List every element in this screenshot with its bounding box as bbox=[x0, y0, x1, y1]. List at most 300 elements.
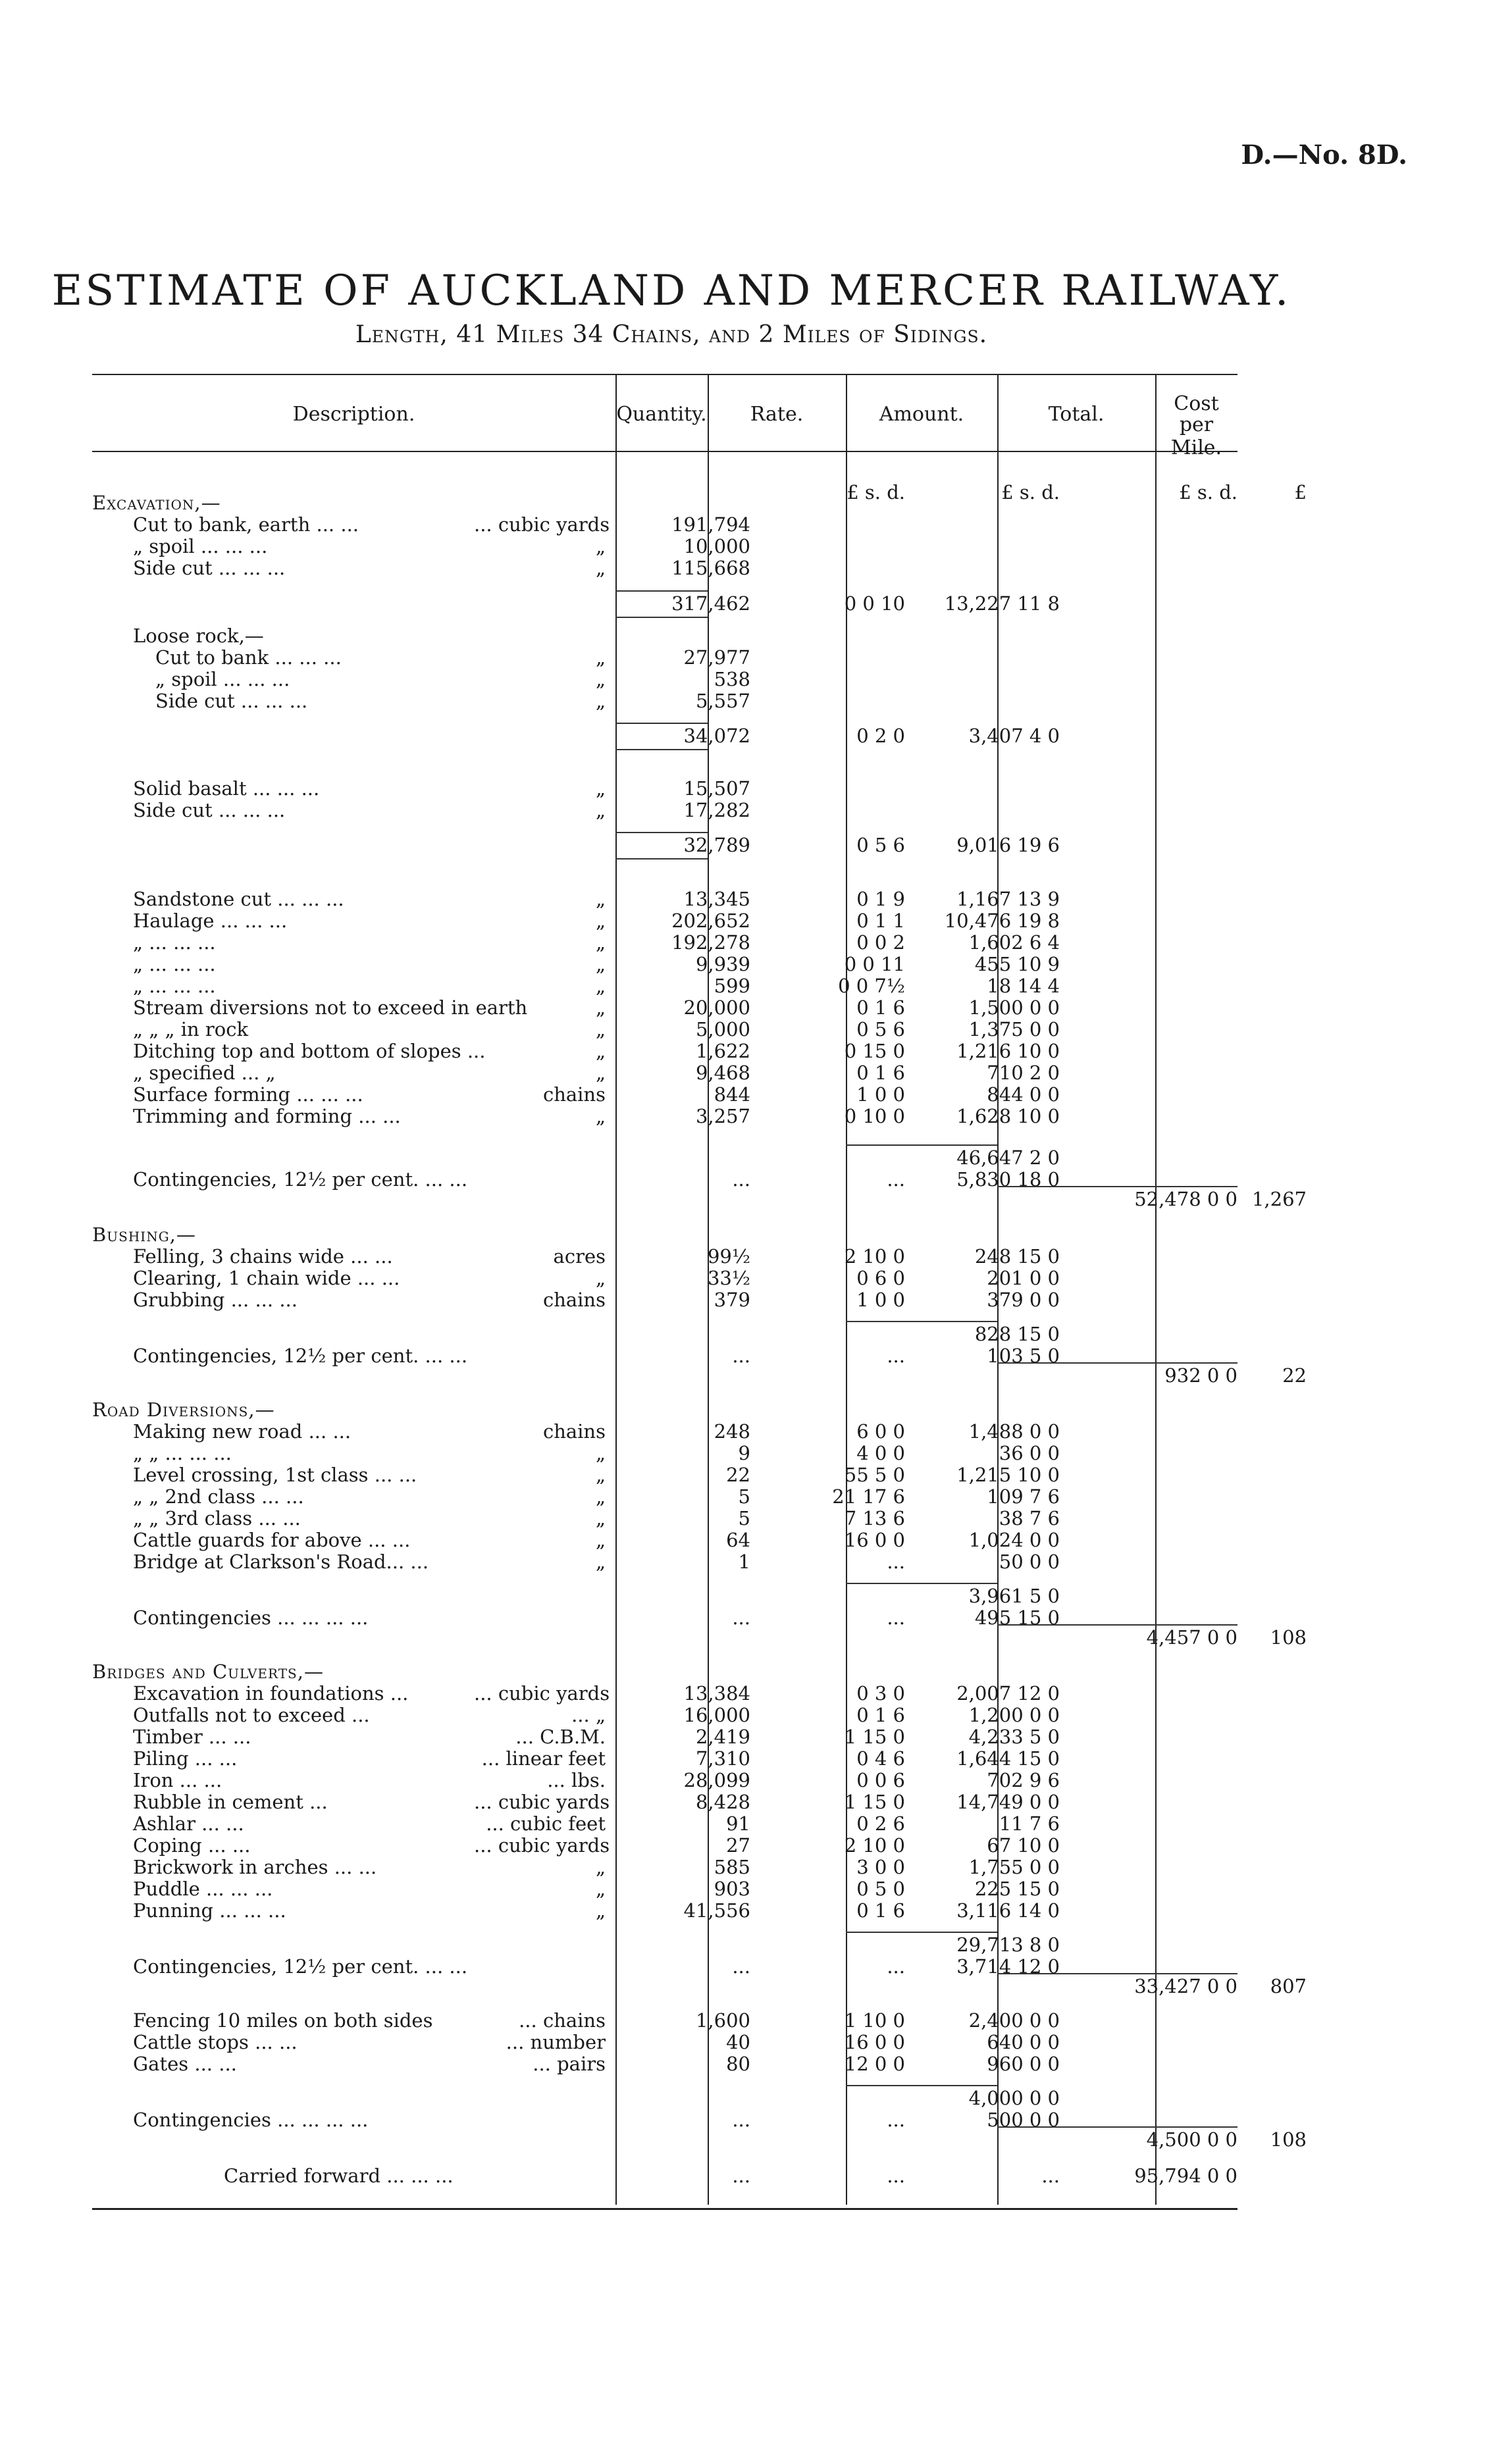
cell-rate: 3 0 0 bbox=[856, 1856, 905, 1878]
cell-rate: ... bbox=[887, 1168, 905, 1191]
cell-quantity: 41,556 bbox=[683, 1899, 750, 1922]
table-row bbox=[92, 1486, 1238, 1508]
cell-quantity: 15,507 bbox=[683, 777, 750, 800]
cell-amount: 1,216 10 0 bbox=[956, 1040, 1060, 1062]
cell-unit: ... cubic yards bbox=[474, 1791, 610, 1813]
table-row bbox=[92, 2010, 1238, 2032]
cell-rate: 0 2 6 bbox=[856, 1812, 905, 1835]
cell-description: Side cut ... ... ... bbox=[133, 799, 286, 821]
cell-amount: 828 15 0 bbox=[974, 1323, 1060, 1345]
cell-amount: 4,233 5 0 bbox=[968, 1726, 1060, 1748]
subtotal-rule bbox=[997, 1973, 1238, 1974]
cell-unit: „ bbox=[595, 690, 606, 712]
cell-quantity: 64 bbox=[726, 1529, 750, 1551]
table-row bbox=[92, 1748, 1238, 1770]
cell-cost-per-mile: 22 bbox=[1282, 1364, 1307, 1387]
cell-rate: 7 13 6 bbox=[844, 1507, 905, 1529]
col-header-quantity: Quantity. bbox=[616, 403, 707, 426]
table-row bbox=[92, 1813, 1238, 1835]
cell-description: „ „ 2nd class ... ... bbox=[133, 1485, 304, 1508]
subtotal-rule bbox=[997, 1186, 1238, 1187]
cell-amount: 67 10 0 bbox=[987, 1834, 1060, 1857]
cell-unit: „ bbox=[595, 931, 606, 954]
cell-rate: 0 5 6 bbox=[856, 1018, 905, 1040]
cell-cost-per-mile: 1,267 bbox=[1251, 1188, 1307, 1210]
cell-description: Fencing 10 miles on both sides bbox=[133, 2009, 433, 2032]
table-row bbox=[92, 1770, 1238, 1791]
subtotal-rule bbox=[846, 2085, 997, 2086]
table-row bbox=[92, 1900, 1238, 1922]
cell-amount: 3,961 5 0 bbox=[968, 1585, 1060, 1607]
subtotal-rule bbox=[846, 1144, 997, 1146]
cell-amount: ... bbox=[1041, 2165, 1060, 2187]
cell-rate: 0 1 6 bbox=[856, 1899, 905, 1922]
cell-rate: 0 0 11 bbox=[844, 953, 905, 975]
cell-total: 4,500 0 0 bbox=[1146, 2128, 1238, 2151]
table-row bbox=[92, 2032, 1238, 2053]
cell-amount: 1,500 0 0 bbox=[968, 996, 1060, 1019]
cell-amount: 702 9 6 bbox=[987, 1769, 1060, 1791]
table-row bbox=[92, 1607, 1238, 1629]
cell-rate: 0 0 6 bbox=[856, 1769, 905, 1791]
table-row bbox=[92, 1508, 1238, 1529]
table-row bbox=[92, 2109, 1238, 2131]
cell-quantity: 9,468 bbox=[695, 1062, 750, 1084]
cell-description: Making new road ... ... bbox=[133, 1420, 352, 1443]
table-row bbox=[92, 647, 1238, 669]
cell-amount: 9,016 19 6 bbox=[956, 834, 1060, 856]
table-row bbox=[92, 492, 1238, 514]
cell-amount: 103 5 0 bbox=[987, 1345, 1060, 1367]
cell-description: Bridge at Clarkson's Road... ... bbox=[133, 1551, 429, 1573]
cell-total: 4,457 0 0 bbox=[1146, 1626, 1238, 1649]
cell-rate: ... bbox=[887, 1345, 905, 1367]
cell-description: Gates ... ... bbox=[133, 2053, 237, 2075]
cell-quantity: ... bbox=[732, 1345, 750, 1367]
cell-amount: 1,755 0 0 bbox=[968, 1856, 1060, 1878]
cell-quantity: 32,789 bbox=[683, 834, 750, 856]
cell-unit: „ bbox=[595, 1899, 606, 1922]
cell-amount: 960 0 0 bbox=[987, 2053, 1060, 2075]
cell-unit: chains bbox=[542, 1289, 606, 1311]
cell-rate: ... bbox=[887, 1606, 905, 1629]
cell-quantity: ... bbox=[732, 1168, 750, 1191]
cell-quantity: 13,345 bbox=[683, 888, 750, 910]
cell-description: Cattle stops ... ... bbox=[133, 2031, 298, 2053]
cell-rate: 0 5 6 bbox=[856, 834, 905, 856]
table-row bbox=[92, 1062, 1238, 1084]
cell-unit: ... C.B.M. bbox=[515, 1726, 606, 1748]
cell-rate: 0 2 0 bbox=[856, 725, 905, 747]
cell-rate: 0 4 6 bbox=[856, 1747, 905, 1770]
cell-amount: 500 0 0 bbox=[987, 2109, 1060, 2131]
table-row bbox=[92, 625, 1238, 647]
cell-rate: 0 1 1 bbox=[856, 910, 905, 932]
table-row bbox=[92, 725, 1238, 747]
cell-amount: 3,116 14 0 bbox=[956, 1899, 1060, 1922]
cell-quantity: 91 bbox=[726, 1812, 750, 1835]
cell-quantity: ... bbox=[732, 1955, 750, 1978]
cell-quantity: 27,977 bbox=[683, 646, 750, 669]
total-currency-head: £ s. d. bbox=[1179, 481, 1238, 503]
cell-unit: ... lbs. bbox=[547, 1769, 606, 1791]
cell-description: Ditching top and bottom of slopes ... bbox=[133, 1040, 486, 1062]
table-row bbox=[92, 1019, 1238, 1040]
table-row bbox=[92, 834, 1238, 856]
table-row bbox=[92, 1878, 1238, 1900]
cell-description: Trimming and forming ... ... bbox=[133, 1105, 401, 1127]
cell-description: Timber ... ... bbox=[133, 1726, 251, 1748]
cell-unit: „ bbox=[595, 1040, 606, 1062]
cell-quantity: ... bbox=[732, 2109, 750, 2131]
cell-rate: 0 1 6 bbox=[856, 1704, 905, 1726]
cell-unit: „ bbox=[595, 668, 606, 690]
cell-description: Brickwork in arches ... ... bbox=[133, 1856, 377, 1878]
cell-description: Felling, 3 chains wide ... ... bbox=[133, 1245, 393, 1268]
cell-unit: ... cubic yards bbox=[474, 513, 610, 536]
table-row bbox=[92, 888, 1238, 910]
cell-unit: ... cubic feet bbox=[486, 1812, 606, 1835]
cell-rate: 1 15 0 bbox=[844, 1726, 905, 1748]
cell-quantity: 9 bbox=[738, 1442, 750, 1464]
cell-rate: 0 0 7½ bbox=[838, 975, 905, 997]
table-row bbox=[92, 1224, 1238, 1246]
table-row bbox=[92, 997, 1238, 1019]
cell-quantity: 248 bbox=[714, 1420, 750, 1443]
cell-rate: 16 0 0 bbox=[844, 1529, 905, 1551]
subtotal-rule bbox=[846, 1932, 997, 1933]
cell-total: 95,794 0 0 bbox=[1134, 2165, 1238, 2187]
cell-unit: „ bbox=[595, 1529, 606, 1551]
cell-amount: 1,644 15 0 bbox=[956, 1747, 1060, 1770]
cell-unit: ... pairs bbox=[533, 2053, 606, 2075]
cell-description: Carried forward ... ... ... bbox=[224, 2165, 454, 2187]
cell-amount: 2,400 0 0 bbox=[968, 2009, 1060, 2032]
cell-quantity: 40 bbox=[726, 2031, 750, 2053]
cell-description: Bridges and Culverts,— bbox=[92, 1660, 324, 1683]
cell-description: Contingencies ... ... ... ... bbox=[133, 1606, 369, 1629]
cell-unit: „ bbox=[595, 646, 606, 669]
cell-rate: 1 0 0 bbox=[856, 1083, 905, 1106]
cell-description: Punning ... ... ... bbox=[133, 1899, 286, 1922]
cell-rate: 2 10 0 bbox=[844, 1834, 905, 1857]
cell-description: Rubble in cement ... bbox=[133, 1791, 328, 1813]
cell-quantity: 13,384 bbox=[683, 1682, 750, 1705]
cell-unit: chains bbox=[542, 1420, 606, 1443]
table-row bbox=[92, 1106, 1238, 1127]
cell-amount: 201 0 0 bbox=[987, 1267, 1060, 1289]
cell-quantity: 2,419 bbox=[695, 1726, 750, 1748]
cell-rate: 1 10 0 bbox=[844, 2009, 905, 2032]
cell-unit: „ bbox=[595, 1878, 606, 1900]
table-row bbox=[92, 1626, 1307, 1649]
table-row bbox=[92, 1529, 1238, 1551]
cell-amount: 248 15 0 bbox=[974, 1245, 1060, 1268]
table-row bbox=[92, 1399, 1238, 1421]
cell-description: Side cut ... ... ... bbox=[133, 557, 286, 579]
cell-description: „ spoil ... ... ... bbox=[155, 668, 290, 690]
subtotal-rule bbox=[615, 617, 708, 618]
table-row bbox=[92, 1464, 1238, 1486]
table-row bbox=[92, 557, 1238, 579]
cell-unit: „ bbox=[595, 1551, 606, 1573]
subtotal-rule bbox=[615, 832, 708, 833]
table-row bbox=[92, 1443, 1238, 1464]
cell-amount: 10,476 19 8 bbox=[944, 910, 1060, 932]
cell-amount: 1,488 0 0 bbox=[968, 1420, 1060, 1443]
cell-unit: ... linear feet bbox=[481, 1747, 606, 1770]
cell-description: „ ... ... ... bbox=[133, 953, 216, 975]
cell-description: Road Diversions,— bbox=[92, 1399, 275, 1421]
cell-description: Side cut ... ... ... bbox=[155, 690, 308, 712]
cell-rate: ... bbox=[887, 2109, 905, 2131]
cell-quantity: 538 bbox=[714, 668, 750, 690]
cell-amount: 1,375 0 0 bbox=[968, 1018, 1060, 1040]
table-row bbox=[92, 1289, 1238, 1311]
cell-amount: 11 7 6 bbox=[999, 1812, 1060, 1835]
subtotal-rule bbox=[846, 1321, 997, 1322]
cell-amount: 1,024 0 0 bbox=[968, 1529, 1060, 1551]
cell-rate: 0 5 0 bbox=[856, 1878, 905, 1900]
cell-quantity: 379 bbox=[714, 1289, 750, 1311]
cell-amount: 1,215 10 0 bbox=[956, 1464, 1060, 1486]
cell-description: Bushing,— bbox=[92, 1223, 196, 1246]
cell-description: Cut to bank ... ... ... bbox=[155, 646, 342, 669]
cell-quantity: 22 bbox=[726, 1464, 750, 1486]
cell-cost-per-mile: 108 bbox=[1270, 1626, 1307, 1649]
cell-amount: 844 0 0 bbox=[987, 1083, 1060, 1106]
document-title: ESTIMATE OF AUCKLAND AND MERCER RAILWAY. bbox=[51, 267, 1291, 315]
cell-description: „ ... ... ... bbox=[133, 975, 216, 997]
cell-quantity: 585 bbox=[714, 1856, 750, 1878]
cell-rate: ... bbox=[887, 2165, 905, 2187]
cell-description: Contingencies, 12½ per cent. ... ... bbox=[133, 1955, 468, 1978]
cell-quantity: 99½ bbox=[707, 1245, 750, 1268]
col-header-cost-line1: Cost bbox=[1174, 392, 1219, 415]
amount-currency-head: £ s. d. bbox=[1001, 481, 1060, 503]
subtotal-rule bbox=[615, 590, 708, 592]
cell-rate: 0 3 0 bbox=[856, 1682, 905, 1705]
cell-unit: „ bbox=[595, 1856, 606, 1878]
cell-quantity: 115,668 bbox=[671, 557, 750, 579]
cell-unit: ... „ bbox=[571, 1704, 606, 1726]
cell-unit: „ bbox=[595, 1018, 606, 1040]
cell-unit: ... chains bbox=[519, 2009, 606, 2032]
cell-unit: ... number bbox=[506, 2031, 606, 2053]
cell-unit: „ bbox=[595, 1507, 606, 1529]
cell-rate: 0 6 0 bbox=[856, 1267, 905, 1289]
table-row bbox=[92, 1705, 1238, 1726]
cell-description: Ashlar ... ... bbox=[133, 1812, 244, 1835]
subtotal-rule bbox=[846, 1583, 997, 1584]
cell-amount: 379 0 0 bbox=[987, 1289, 1060, 1311]
cell-description: Sandstone cut ... ... ... bbox=[133, 888, 344, 910]
cell-description: „ ... ... ... bbox=[133, 931, 216, 954]
cell-unit: „ bbox=[595, 1464, 606, 1486]
cell-amount: 225 15 0 bbox=[974, 1878, 1060, 1900]
cell-quantity: 5,000 bbox=[695, 1018, 750, 1040]
cell-quantity: 317,462 bbox=[671, 592, 750, 615]
cell-unit: „ bbox=[595, 1267, 606, 1289]
cell-amount: 109 7 6 bbox=[987, 1485, 1060, 1508]
table-row bbox=[92, 1835, 1238, 1857]
table-row bbox=[92, 1683, 1238, 1705]
table-row bbox=[92, 954, 1238, 975]
cell-amount: 13,227 11 8 bbox=[944, 592, 1060, 615]
table-row bbox=[92, 593, 1238, 615]
cell-rate: 0 0 10 bbox=[844, 592, 905, 615]
cell-amount: 495 15 0 bbox=[974, 1606, 1060, 1629]
cell-amount: 640 0 0 bbox=[987, 2031, 1060, 2053]
table-row bbox=[92, 2128, 1307, 2151]
table-row bbox=[92, 2088, 1238, 2109]
cell-unit: ... cubic yards bbox=[474, 1682, 610, 1705]
cell-quantity: 1,600 bbox=[695, 2009, 750, 2032]
cell-quantity: 191,794 bbox=[671, 513, 750, 536]
cell-description: Cattle guards for above ... ... bbox=[133, 1529, 411, 1551]
table-row bbox=[92, 1040, 1238, 1062]
cell-rate: 0 1 6 bbox=[856, 1062, 905, 1084]
cell-quantity: 9,939 bbox=[695, 953, 750, 975]
cell-unit: chains bbox=[542, 1083, 606, 1106]
cell-cost-per-mile: 108 bbox=[1270, 2128, 1307, 2151]
cell-description: Excavation in foundations ... bbox=[133, 1682, 409, 1705]
cell-description: Contingencies ... ... ... ... bbox=[133, 2109, 369, 2131]
subtotal-rule bbox=[997, 1624, 1238, 1626]
cell-quantity: 34,072 bbox=[683, 725, 750, 747]
table-row bbox=[92, 1169, 1238, 1191]
table-row bbox=[92, 1188, 1307, 1210]
table-row bbox=[92, 1246, 1238, 1268]
cell-quantity: ... bbox=[732, 2165, 750, 2187]
cell-amount: 50 0 0 bbox=[999, 1551, 1060, 1573]
cell-total: 52,478 0 0 bbox=[1134, 1188, 1238, 1210]
cell-quantity: 20,000 bbox=[683, 996, 750, 1019]
table-row bbox=[92, 1147, 1238, 1169]
rate-currency-head: £ s. d. bbox=[847, 481, 905, 503]
cell-description: Solid basalt ... ... ... bbox=[133, 777, 320, 800]
cell-unit: „ bbox=[595, 953, 606, 975]
cell-quantity: 1,622 bbox=[695, 1040, 750, 1062]
subtotal-rule bbox=[615, 858, 708, 860]
cell-unit: „ bbox=[595, 1105, 606, 1127]
cell-unit: „ bbox=[595, 535, 606, 557]
cell-amount: 2,007 12 0 bbox=[956, 1682, 1060, 1705]
col-header-amount: Amount. bbox=[879, 403, 964, 426]
cell-quantity: 5 bbox=[738, 1485, 750, 1508]
cell-amount: 1,167 13 9 bbox=[956, 888, 1060, 910]
cell-description: Stream diversions not to exceed in earth bbox=[133, 996, 528, 1019]
table-row bbox=[92, 690, 1238, 712]
table-row bbox=[92, 1345, 1238, 1367]
cell-rate: 0 0 2 bbox=[856, 931, 905, 954]
cell-rate: 4 0 0 bbox=[856, 1442, 905, 1464]
cell-quantity: 1 bbox=[738, 1551, 750, 1573]
cell-amount: 29,713 8 0 bbox=[956, 1934, 1060, 1956]
table-row bbox=[92, 932, 1238, 954]
cell-quantity: 5 bbox=[738, 1507, 750, 1529]
cell-unit: „ bbox=[595, 975, 606, 997]
cell-description: Puddle ... ... ... bbox=[133, 1878, 273, 1900]
cell-quantity: 192,278 bbox=[671, 931, 750, 954]
cell-rate: 21 17 6 bbox=[832, 1485, 905, 1508]
cell-unit: „ bbox=[595, 557, 606, 579]
cell-quantity: 5,557 bbox=[695, 690, 750, 712]
cell-description: Iron ... ... bbox=[133, 1769, 222, 1791]
cell-unit: „ bbox=[595, 910, 606, 932]
cell-unit: ... cubic yards bbox=[474, 1834, 610, 1857]
cell-quantity: 599 bbox=[714, 975, 750, 997]
cell-description: „ „ ... ... ... bbox=[133, 1442, 232, 1464]
table-row bbox=[92, 800, 1238, 821]
table-row bbox=[92, 1791, 1238, 1813]
cell-amount: 46,647 2 0 bbox=[956, 1146, 1060, 1169]
cell-amount: 1,200 0 0 bbox=[968, 1704, 1060, 1726]
subtotal-rule bbox=[615, 749, 708, 750]
table-row bbox=[92, 2165, 1238, 2187]
table-row bbox=[92, 1084, 1238, 1106]
cell-unit: „ bbox=[595, 1485, 606, 1508]
cell-description: „ „ „ in rock bbox=[133, 1018, 249, 1040]
cell-unit: „ bbox=[595, 888, 606, 910]
cell-rate: 0 15 0 bbox=[844, 1040, 905, 1062]
table-row bbox=[92, 1934, 1238, 1956]
cell-rate: 2 10 0 bbox=[844, 1245, 905, 1268]
table-row bbox=[92, 910, 1238, 932]
cell-rate: 0 1 6 bbox=[856, 996, 905, 1019]
cell-unit: „ bbox=[595, 777, 606, 800]
table-row bbox=[92, 1956, 1238, 1978]
cell-rate: 6 0 0 bbox=[856, 1420, 905, 1443]
cell-description: Surface forming ... ... ... bbox=[133, 1083, 363, 1106]
col-header-total: Total. bbox=[1048, 403, 1105, 426]
table-row bbox=[92, 778, 1238, 800]
cell-unit: „ bbox=[595, 799, 606, 821]
cell-rate: 0 1 9 bbox=[856, 888, 905, 910]
cell-description: Excavation,— bbox=[92, 492, 221, 514]
table-row bbox=[92, 1364, 1307, 1387]
cell-amount: 5,830 18 0 bbox=[956, 1168, 1060, 1191]
table-row bbox=[92, 975, 1238, 997]
cell-amount: 1,602 6 4 bbox=[968, 931, 1060, 954]
table-row bbox=[92, 1421, 1238, 1443]
cell-description: „ „ 3rd class ... ... bbox=[133, 1507, 301, 1529]
cell-description: Outfalls not to exceed ... bbox=[133, 1704, 370, 1726]
table-row bbox=[92, 1857, 1238, 1878]
cell-description: Loose rock,— bbox=[133, 625, 264, 647]
col-header-description: Description. bbox=[292, 403, 415, 426]
table-row bbox=[92, 1975, 1307, 1997]
cell-quantity: 28,099 bbox=[683, 1769, 750, 1791]
cell-amount: 3,714 12 0 bbox=[956, 1955, 1060, 1978]
cell-rate: 1 0 0 bbox=[856, 1289, 905, 1311]
col-header-rate: Rate. bbox=[750, 403, 804, 426]
cell-description: Cut to bank, earth ... ... bbox=[133, 513, 359, 536]
col-header-cost-line2: per Mile. bbox=[1170, 413, 1222, 459]
cell-amount: 36 0 0 bbox=[999, 1442, 1060, 1464]
cell-description: Piling ... ... bbox=[133, 1747, 238, 1770]
cell-description: Clearing, 1 chain wide ... ... bbox=[133, 1267, 400, 1289]
cell-description: Haulage ... ... ... bbox=[133, 910, 288, 932]
subtotal-rule bbox=[997, 1362, 1238, 1364]
cell-quantity: 10,000 bbox=[683, 535, 750, 557]
table-row bbox=[92, 1661, 1238, 1683]
table-row bbox=[92, 1585, 1238, 1607]
table-row bbox=[92, 1551, 1238, 1573]
table-row bbox=[92, 1726, 1238, 1748]
document-subtitle: Length, 41 Miles 34 Chains, and 2 Miles of Sidings. bbox=[355, 321, 988, 348]
table-row bbox=[92, 1323, 1238, 1345]
